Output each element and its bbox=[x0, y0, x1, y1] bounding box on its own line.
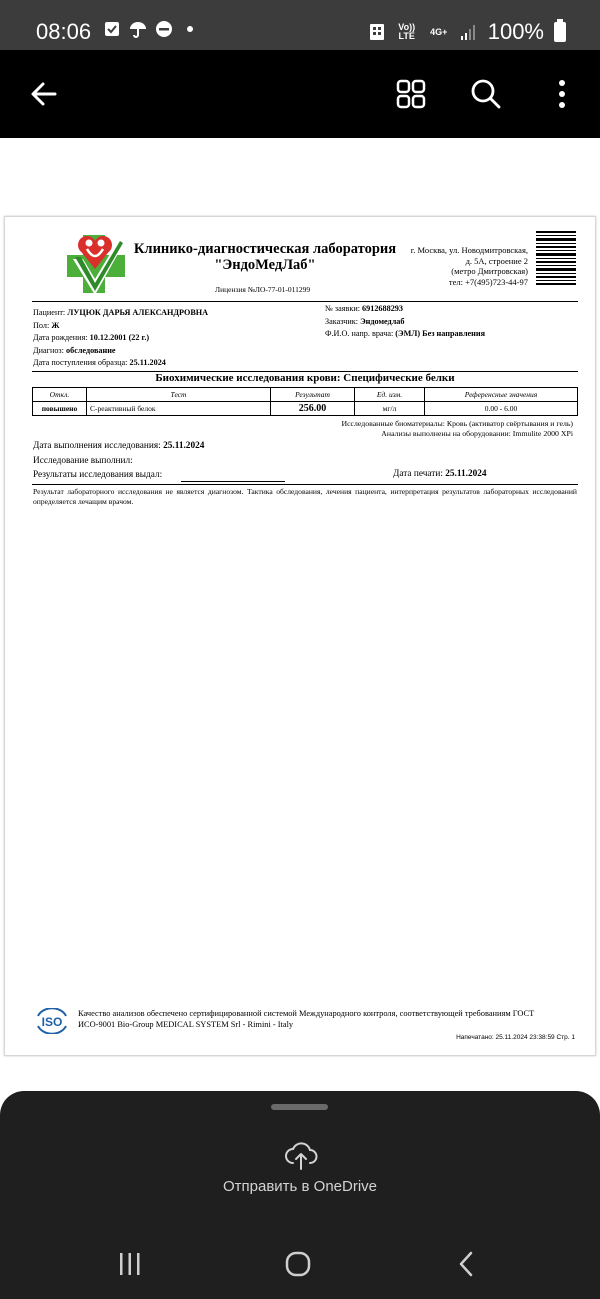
printed-stamp: Напечатано: 25.11.2024 23:38:59 Стр. 1 bbox=[456, 1034, 575, 1041]
barcode-icon bbox=[536, 231, 576, 285]
lab-name-line2: "ЭндоМедЛаб" bbox=[214, 257, 316, 273]
row-reference: 0.00 - 6.00 bbox=[425, 402, 578, 416]
biomaterial-info bbox=[341, 419, 573, 439]
signal-icon bbox=[460, 23, 478, 41]
lab-logo-icon bbox=[65, 229, 127, 299]
recents-icon bbox=[117, 1251, 143, 1277]
building-icon bbox=[368, 23, 386, 41]
home-icon bbox=[284, 1250, 312, 1278]
row-flag: повышено bbox=[33, 402, 87, 416]
address-line: г. Москва, ул. Новодмитровская, bbox=[410, 245, 528, 255]
print-date-label: Дата печати: bbox=[393, 469, 443, 479]
umbrella-icon bbox=[129, 20, 147, 38]
header-unit: Ед. изм. bbox=[355, 388, 425, 402]
doctor-row bbox=[325, 328, 485, 341]
received-label: Дата поступления образца: bbox=[33, 358, 128, 367]
customer-value: Эндомедлаб bbox=[360, 316, 405, 326]
table-row bbox=[33, 402, 578, 416]
home-button[interactable] bbox=[278, 1246, 318, 1282]
recents-button[interactable] bbox=[110, 1246, 150, 1282]
lab-address bbox=[375, 245, 528, 287]
done-date-label: Дата выполнения исследования: bbox=[33, 441, 161, 451]
status-right bbox=[368, 19, 566, 45]
checkbox-notification-icon bbox=[103, 20, 121, 38]
dob-row bbox=[33, 332, 208, 345]
notification-icons bbox=[103, 20, 199, 38]
cloud-upload-icon bbox=[284, 1141, 318, 1171]
more-options-button[interactable] bbox=[540, 72, 584, 116]
print-date-value: 25.11.2024 bbox=[445, 469, 487, 479]
order-label: № заявки: bbox=[325, 304, 360, 313]
status-bar bbox=[0, 0, 600, 50]
equipment-line: Анализы выполнены на оборудовании: Immulite 2000 XPi bbox=[381, 429, 573, 438]
order-number: 6912688293 bbox=[362, 304, 403, 313]
address-phone: тел: +7(495)723-44-97 bbox=[448, 276, 528, 287]
arrow-left-icon bbox=[30, 80, 58, 108]
sex-value: Ж bbox=[51, 320, 60, 330]
volte-indicator: Vo)) LTE bbox=[398, 22, 416, 41]
patient-name: ЛУЦЮК ДАРЬЯ АЛЕКСАНДРОВНА bbox=[67, 308, 209, 317]
sex-row bbox=[33, 320, 208, 333]
disclaimer: Результат лабораторного исследования не является диагнозом. Тактика обследования, лечения пациента, интерпретация результатов лабораторных исследований определяется лечащим врачом. bbox=[33, 487, 577, 506]
dob-value: 10.12.2001 (22 г.) bbox=[89, 333, 150, 342]
address-line: д. 5А, строение 2 bbox=[465, 255, 528, 266]
done-date bbox=[33, 441, 204, 451]
biomaterial-line: Исследованные биоматериалы: Кровь (активатор свёртывания и гель) bbox=[341, 419, 573, 428]
row-unit: мг/л bbox=[355, 402, 425, 416]
battery-percent: 100% bbox=[487, 19, 544, 44]
row-test: С-реактивный белок bbox=[87, 402, 271, 416]
header-result: Результат bbox=[271, 388, 355, 402]
sheet-drag-handle[interactable] bbox=[271, 1104, 328, 1110]
lab-name-line1: Клинико-диагностическая лаборатория bbox=[133, 241, 397, 257]
iso-text: ISO bbox=[41, 1015, 63, 1029]
grid-icon bbox=[396, 79, 426, 109]
nav-back-button[interactable] bbox=[446, 1246, 486, 1282]
status-time: 08:06 bbox=[36, 19, 92, 44]
search-icon bbox=[471, 79, 501, 109]
dob-label: Дата рождения: bbox=[33, 333, 88, 342]
section-title: Биохимические исследования крови: Специфические белки bbox=[155, 372, 455, 384]
dot-icon bbox=[181, 20, 199, 38]
lab-name bbox=[129, 241, 401, 273]
patient-info bbox=[33, 307, 208, 370]
address-line: (метро Дмитровская) bbox=[451, 266, 528, 276]
send-to-onedrive-button[interactable] bbox=[200, 1141, 400, 1201]
iso-logo-icon bbox=[35, 1008, 69, 1034]
do-not-disturb-icon bbox=[155, 20, 173, 38]
issued-by: Результаты исследования выдал: bbox=[33, 470, 163, 480]
diagnosis-row bbox=[33, 345, 208, 358]
document-page bbox=[4, 216, 596, 1056]
order-info bbox=[325, 303, 485, 341]
diagnosis-value: обследование bbox=[66, 345, 116, 355]
row-result: 256.00 bbox=[271, 402, 355, 416]
received-value: 25.11.2024 bbox=[129, 358, 166, 367]
results-table bbox=[32, 387, 578, 416]
header-flag: Откл. bbox=[33, 388, 87, 402]
search-button[interactable] bbox=[464, 72, 508, 116]
license: Лицензия №ЛО-77-01-011299 bbox=[215, 285, 311, 294]
patient-label: Пациент: bbox=[33, 308, 66, 317]
nav-back-icon bbox=[456, 1250, 476, 1278]
table-header-row bbox=[33, 388, 578, 402]
divider bbox=[32, 484, 578, 485]
sex-label: Пол: bbox=[33, 320, 50, 330]
bottom-sheet bbox=[0, 1091, 600, 1299]
quality-note: Качество анализов обеспечено сертифицированной системой Международного контроля, соответствующей требованиям ГОСТ ИСО-9001 Bio-Group MEDICAL SYSTEM Srl - Rimini - Italy bbox=[78, 1009, 535, 1029]
back-button[interactable] bbox=[22, 72, 66, 116]
grid-view-button[interactable] bbox=[389, 72, 433, 116]
network-type: 4G+ bbox=[430, 26, 448, 37]
order-row bbox=[325, 303, 485, 316]
print-date bbox=[393, 469, 487, 479]
done-date-value: 25.11.2024 bbox=[163, 441, 205, 451]
patient-row bbox=[33, 307, 208, 320]
battery-icon bbox=[554, 22, 566, 42]
divider bbox=[32, 301, 578, 302]
diagnosis-label: Диагноз: bbox=[33, 345, 64, 355]
doctor-label: Ф.И.О. напр. врача: bbox=[325, 329, 394, 338]
header-reference: Референсные значения bbox=[425, 388, 578, 402]
received-row bbox=[33, 357, 208, 370]
done-by: Исследование выполнил: bbox=[33, 456, 133, 466]
signature-line bbox=[181, 481, 285, 482]
more-vertical-icon bbox=[557, 79, 567, 109]
app-bar bbox=[0, 50, 600, 138]
onedrive-label: Отправить в OneDrive bbox=[222, 1178, 378, 1195]
customer-label: Заказчик: bbox=[325, 316, 359, 326]
header-test: Тест bbox=[87, 388, 271, 402]
doctor-value: (ЭМЛ) Без направления bbox=[395, 329, 486, 338]
customer-row bbox=[325, 316, 485, 329]
